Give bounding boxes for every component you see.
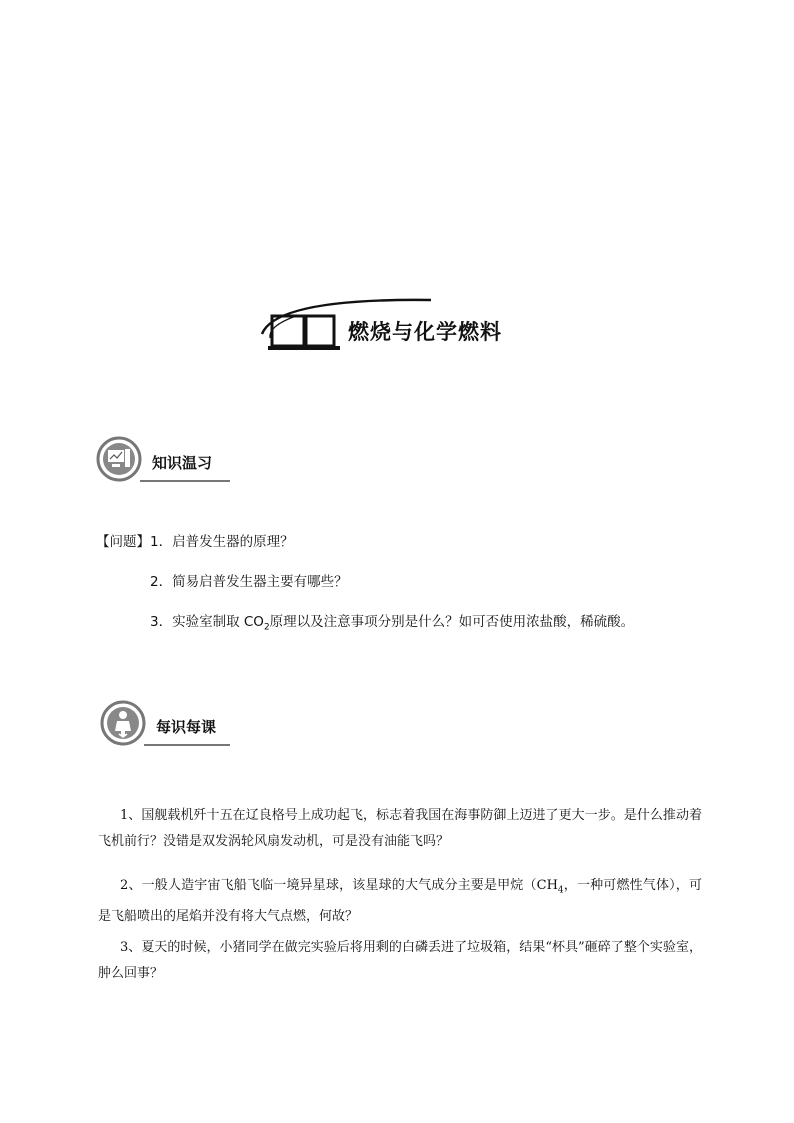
page-title: 燃烧与化学燃料: [348, 320, 502, 344]
lesson-paragraph-2: [98, 873, 702, 930]
document-title-block: [256, 294, 546, 356]
section-label-lesson: 每识每课: [156, 718, 217, 736]
question-3-before: 3．实验室制取 CO: [150, 614, 264, 630]
lesson-paragraph-2-sub: 4: [557, 885, 564, 896]
section-header-review: [96, 436, 236, 486]
lesson-paragraph-2-after: ，一种可燃性气体），可是飞船喷出的尾焰并没有将大气点燃，何故？: [98, 878, 702, 924]
lesson-paragraph-3: 3、夏天的时候，小猪同学在做完实验后将用剩的白磷丢进了垃圾箱，结果“杯具”砸碎了整个实验室，肿么回事？: [98, 940, 702, 981]
question-line-2: [150, 570, 348, 590]
question-1: 1．启普发生器的原理？: [150, 534, 294, 550]
question-line-3: [150, 610, 634, 633]
section-label-review: 知识温习: [152, 454, 213, 472]
lesson-paragraph-1: 1、国舰载机歼十五在辽良格号上成功起飞，标志着我国在海事防御上迈进了更大一步。是什么推动着飞机前行？没错是双发涡轮风扇发动机，可是没有油能飞吗？: [98, 808, 702, 849]
question-tag: 【问题】: [96, 534, 150, 550]
question-line-1: [96, 530, 294, 550]
question-3-sub: 2: [263, 622, 270, 633]
question-2: 2．简易启普发生器主要有哪些？: [150, 574, 348, 590]
section-header-lesson: [100, 700, 240, 750]
question-3-after: 原理以及注意事项分别是什么？如可否使用浓盐酸，稀硫酸。: [269, 614, 635, 630]
lesson-paragraph-2-before: 2、一般人造宇宙飞船飞临一境异星球，该星球的大气成分主要是甲烷（CH: [120, 878, 558, 893]
